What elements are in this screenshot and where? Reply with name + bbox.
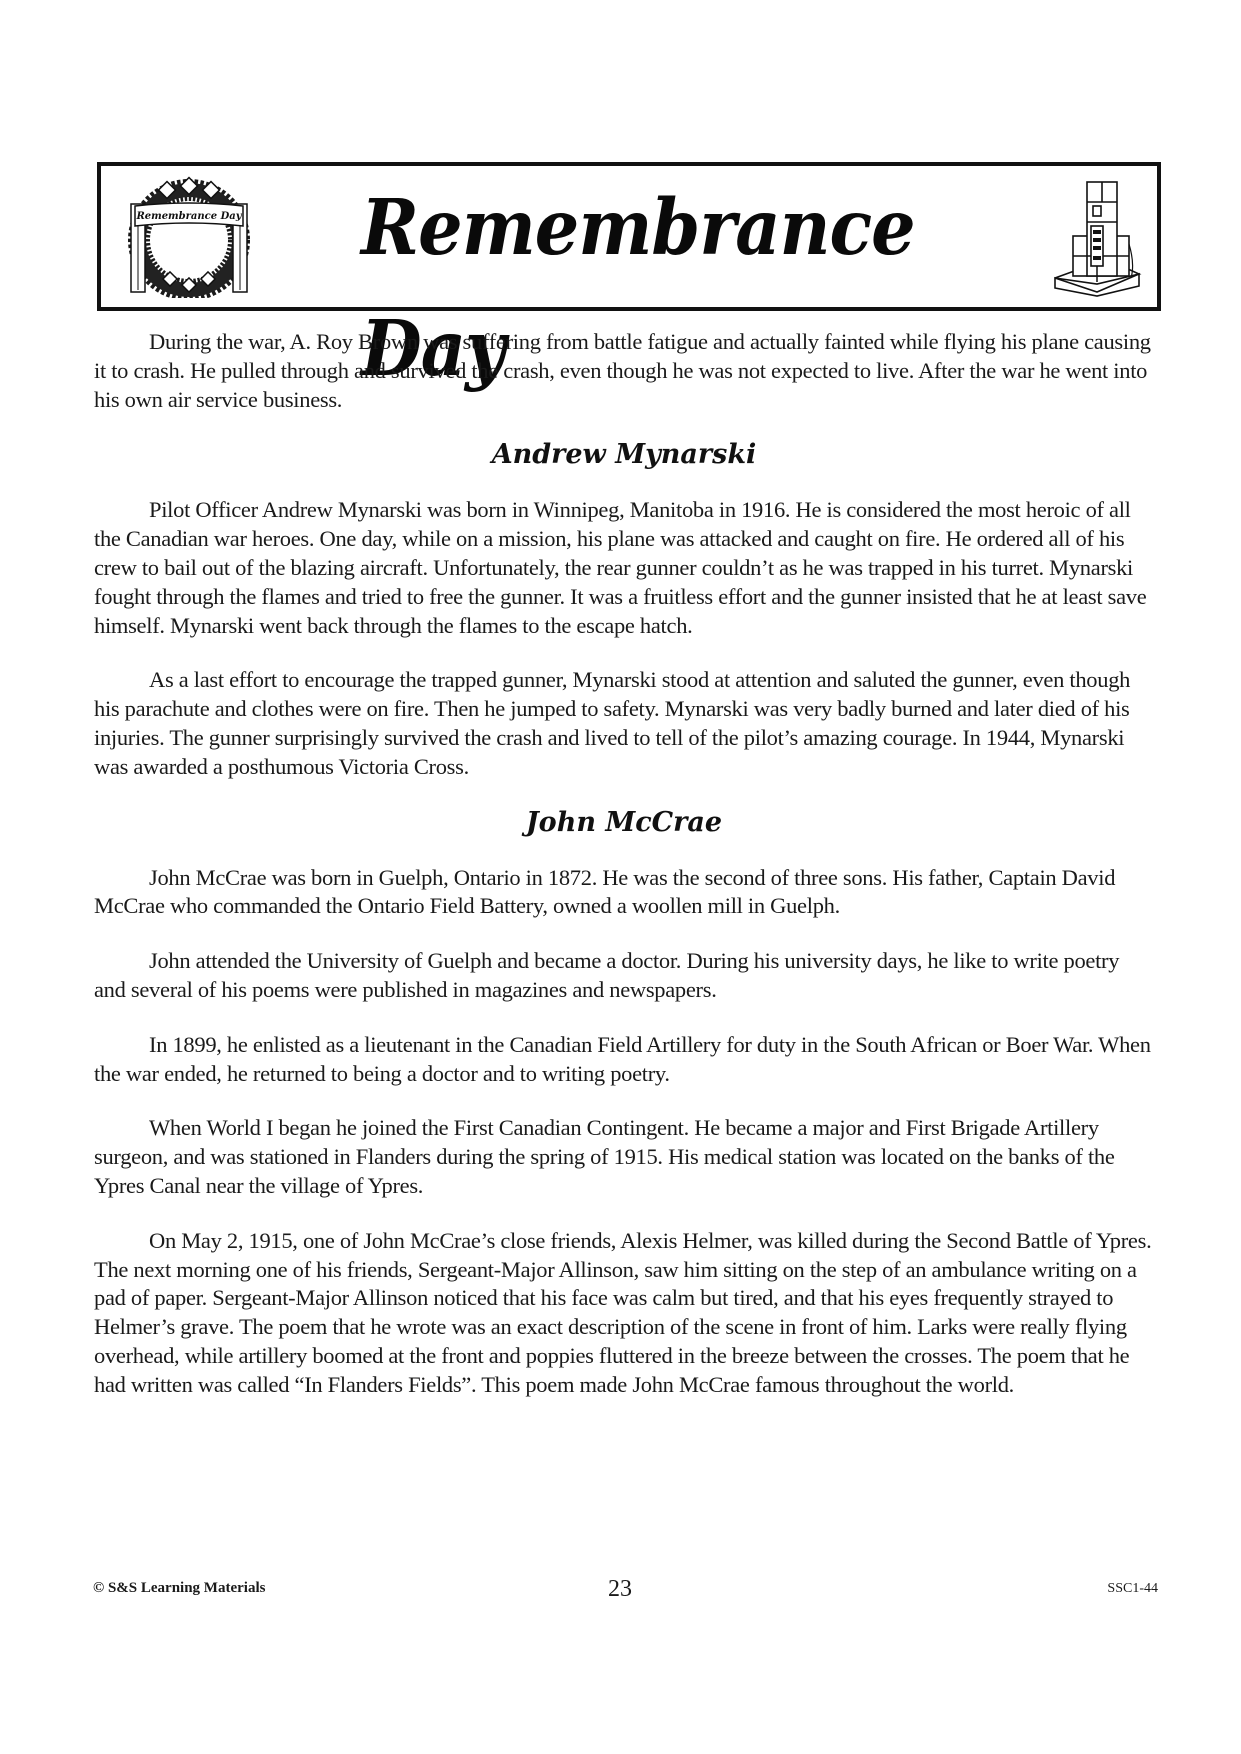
paragraph-mynarski-1: Pilot Officer Andrew Mynarski was born in Winnipeg, Manitoba in 1916. He is considered the most heroic of all the Canadian war heroes. One day, while on a mission, his plane was attacked and caught on fire. He ordered all of his crew to bail out of the blazing aircraft. Unfortunately, the rear gunner couldn’t as he was trapped in his turret. Mynarski fought through the flames and tried to free the gunner. It was a fruitless effort and the gunner insisted that he at least save himself. Mynarski went back through the flames to the escape hatch. xyxy=(94,497,1147,638)
monument-icon xyxy=(1047,174,1147,298)
document-code: SSC1-44 xyxy=(1107,1581,1158,1596)
paragraph-mynarski-2: As a last effort to encourage the trapped gunner, Mynarski stood at attention and saluted the gunner, even though his parachute and clothes were on fire. Then he jumped to safety. Mynarski was very badly burned and later died of his injuries. The gunner surprisingly survived the crash and lived to tell of the pilot’s amazing courage. In 1944, Mynarski was awarded a posthumous Victoria Cross. xyxy=(94,667,1131,779)
paragraph-roy-brown: During the war, A. Roy Brown was suffering from battle fatigue and actually fainted while flying his plane causing it to crash. He pulled through and survived the crash, even though he was not expected to live. After the war he went into his own air service business. xyxy=(94,329,1151,412)
page-footer xyxy=(93,1576,1158,1600)
page-title: Remembrance Day xyxy=(361,181,915,394)
page-number: 23 xyxy=(608,1576,632,1602)
paragraph-mccrae-1: John McCrae was born in Guelph, Ontario in 1872. He was the second of three sons. His father, Captain David McCrae who commanded the Ontario Field Battery, owned a woollen mill in Guelph. xyxy=(94,864,1116,919)
article-body xyxy=(94,328,1154,1400)
copyright-notice: © S&S Learning Materials xyxy=(93,1580,266,1596)
paragraph-mccrae-2: John attended the University of Guelph and became a doctor. During his university days, he like to write poetry and several of his poems were published in magazines and newspapers. xyxy=(94,948,1120,1002)
wreath-label: Remembrance Day xyxy=(136,211,242,222)
wreath-icon xyxy=(119,174,259,298)
paragraph-mccrae-5: On May 2, 1915, one of John McCrae’s close friends, Alexis Helmer, was killed during the Second Battle of Ypres. The next morning one of his friends, Sergeant-Major Allinson, saw him sitting on the step of an ambulance writing on a pad of paper. Sergeant-Major Allinson noticed that his face was calm but tired, and that his eyes frequently strayed to Helmer’s grave. The poem that he wrote was an exact description of the scene in front of him. Larks were really flying overhead, while artillery boomed at the front and poppies fluttered in the breeze between the crosses. The poem that he had written was called “In Flanders Fields”. This poem made John McCrae famous throughout the world. xyxy=(94,1227,1152,1397)
paragraph-mccrae-4: When World I began he joined the First Canadian Contingent. He became a major and First Brigade Artillery surgeon, and was stationed in Flanders during the spring of 1915. His medical station was located on the banks of the Ypres Canal near the village of Ypres. xyxy=(94,1115,1115,1198)
heading-andrew-mynarski: Andrew Mynarski xyxy=(491,439,757,471)
paragraph-mccrae-3: In 1899, he enlisted as a lieutenant in the Canadian Field Artillery for duty in the South African or Boer War. When the war ended, he returned to being a doctor and to writing poetry. xyxy=(94,1031,1151,1086)
heading-john-mccrae: John McCrae xyxy=(525,806,723,838)
